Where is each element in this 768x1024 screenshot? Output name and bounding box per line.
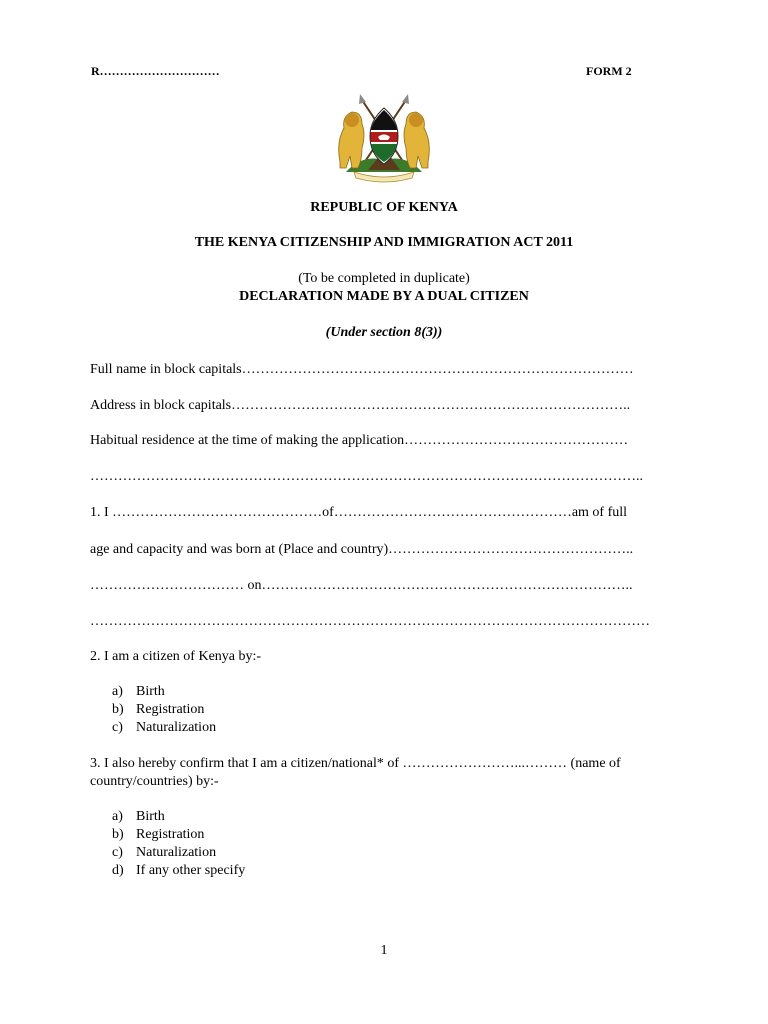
section-2-option-naturalization bbox=[112, 720, 216, 736]
option-label: a) bbox=[112, 684, 123, 699]
section-3-option-naturalization bbox=[112, 845, 216, 861]
address-field[interactable]: Address in block capitals………………………………………………………………………….. bbox=[90, 398, 631, 413]
section-2-option-birth bbox=[112, 684, 165, 700]
option-text: Registration bbox=[136, 827, 205, 842]
statement-1-line-3[interactable]: …………………………… on…………………………………………………………………….. bbox=[90, 578, 633, 593]
statement-1-line-4[interactable]: ………………………………………………………………………………………………………… bbox=[90, 614, 650, 629]
kenya-coat-of-arms-icon bbox=[332, 92, 436, 184]
full-name-field[interactable]: Full name in block capitals………………………………………………………………………… bbox=[90, 362, 634, 377]
option-text: Registration bbox=[136, 702, 205, 717]
option-text: Birth bbox=[136, 809, 165, 824]
option-label: c) bbox=[112, 845, 123, 860]
section-3-option-other bbox=[112, 863, 245, 879]
section-2-option-registration bbox=[112, 702, 204, 718]
declaration-title: DECLARATION MADE BY A DUAL CITIZEN bbox=[239, 289, 529, 304]
reference-number: R………………………… bbox=[91, 64, 220, 78]
option-label: a) bbox=[112, 809, 123, 824]
habitual-residence-field[interactable]: Habitual residence at the time of making the application………………………………………… bbox=[90, 433, 629, 448]
option-label: c) bbox=[112, 720, 123, 735]
option-text: If any other specify bbox=[136, 863, 246, 878]
statement-1-line-1[interactable]: 1. I ………………………………………of……………………………………………am of full bbox=[90, 505, 628, 520]
section-reference: (Under section 8(3)) bbox=[325, 325, 443, 340]
option-text: Naturalization bbox=[136, 720, 217, 735]
form-number: FORM 2 bbox=[586, 64, 632, 78]
option-label: b) bbox=[112, 827, 124, 842]
page-number: 1 bbox=[380, 943, 388, 958]
option-text: Birth bbox=[136, 684, 165, 699]
habitual-residence-continuation[interactable]: ……………………………………………………………………………………………………….. bbox=[90, 469, 643, 484]
duplicate-note: (To be completed in duplicate) bbox=[298, 271, 470, 286]
section-3-line-1[interactable]: 3. I also hereby confirm that I am a citizen/national* of ……………………...……… (name of bbox=[90, 756, 621, 771]
section-3-line-2: country/countries) by:- bbox=[90, 774, 219, 789]
option-label: d) bbox=[112, 863, 124, 878]
option-label: b) bbox=[112, 702, 124, 717]
section-3-option-registration bbox=[112, 827, 204, 843]
statement-1-line-2[interactable]: age and capacity and was born at (Place and country)…………………………………………….. bbox=[90, 542, 634, 557]
republic-title: REPUBLIC OF KENYA bbox=[310, 200, 458, 215]
section-3-option-birth bbox=[112, 809, 165, 825]
section-2-heading: 2. I am a citizen of Kenya by:- bbox=[90, 649, 262, 664]
act-title: THE KENYA CITIZENSHIP AND IMMIGRATION ACT 2011 bbox=[194, 235, 574, 250]
option-text: Naturalization bbox=[136, 845, 217, 860]
